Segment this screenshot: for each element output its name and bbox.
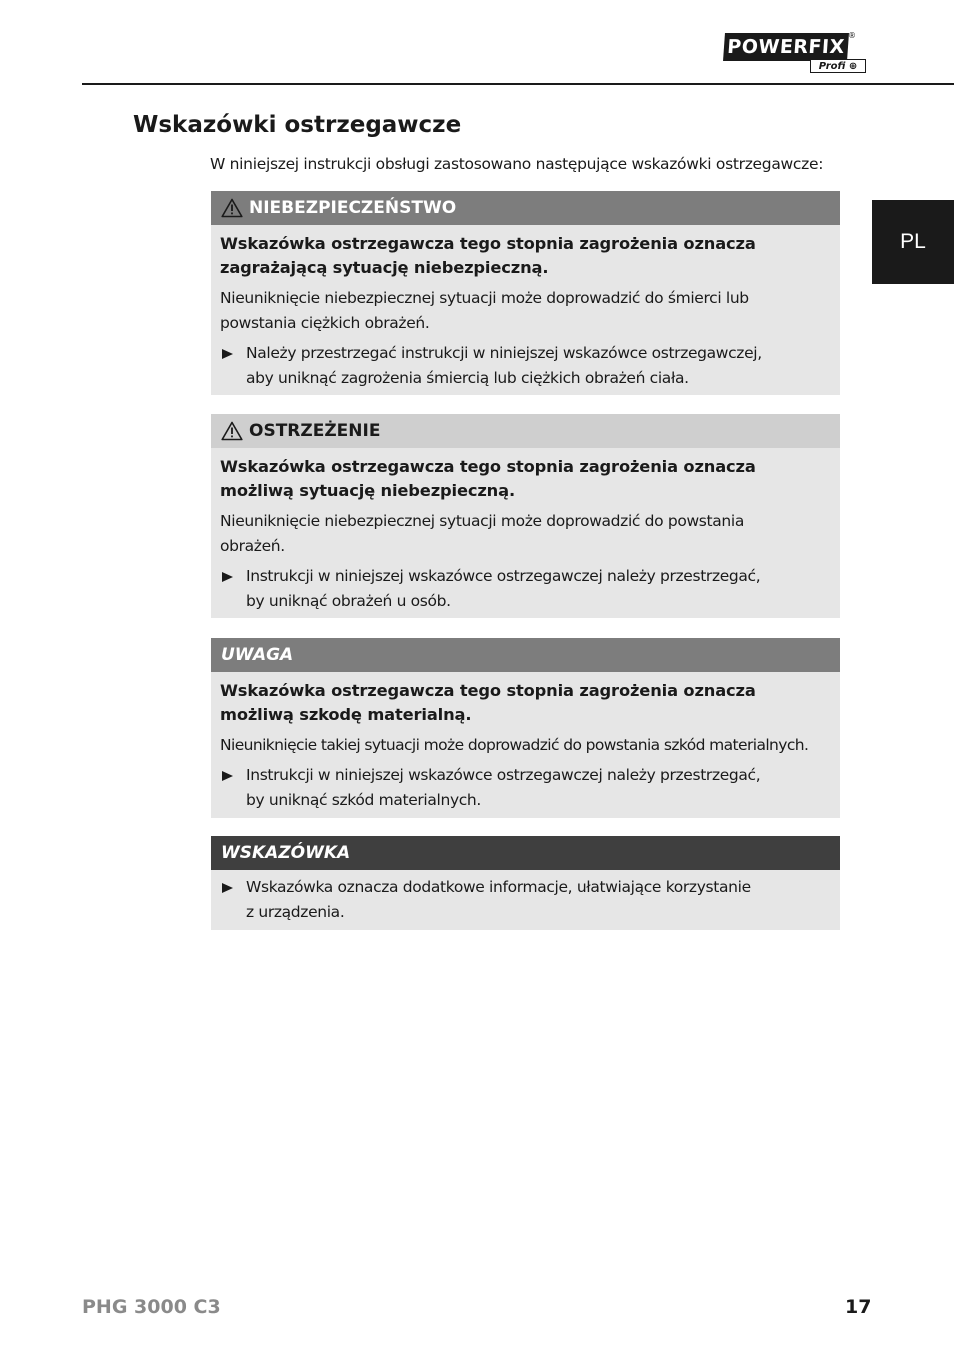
- danger-consequence-line: powstania ciężkich obrażeń.: [220, 314, 430, 332]
- danger-label: NIEBEZPIECZEŃSTWO: [249, 198, 457, 218]
- danger-header: [211, 191, 840, 225]
- danger-instruction-line: aby uniknąć zagrożenia śmiercią lub ciężkich obrażeń ciała.: [246, 369, 689, 387]
- danger-definition-line: Wskazówka ostrzegawcza tego stopnia zagrożenia oznacza: [220, 234, 756, 253]
- page-number: 17: [845, 1296, 872, 1318]
- warning-notice: [211, 414, 840, 618]
- warning-definition-line: możliwą sytuację niebezpieczną.: [220, 481, 515, 500]
- note-label: WSKAZÓWKA: [221, 843, 351, 863]
- warning-definition: [220, 455, 830, 503]
- caution-header: [211, 638, 840, 672]
- note-instruction: [220, 875, 830, 925]
- warning-instruction-line: Instrukcji w niniejszej wskazówce ostrzegawczej należy przestrzegać,: [246, 567, 761, 585]
- danger-definition-line: zagrażającą sytuację niebezpieczną.: [220, 258, 549, 277]
- intro-text: W niniejszej instrukcji obsługi zastosowano następujące wskazówki ostrzegawcze:: [210, 155, 824, 173]
- bullet-arrow-icon: [222, 771, 233, 781]
- danger-consequence-line: Nieuniknięcie niebezpiecznej sytuacji może doprowadzić do śmierci lub: [220, 289, 749, 307]
- bullet-arrow-icon: [222, 572, 233, 582]
- caution-consequence-line: Nieuniknięcie takiej sytuacji może doprowadzić do powstania szkód materialnych.: [220, 736, 809, 754]
- warning-consequence-line: obrażeń.: [220, 537, 285, 555]
- page-title: Wskazówki ostrzegawcze: [133, 112, 462, 138]
- registered-mark: ®: [848, 31, 856, 40]
- warning-triangle-icon: [221, 198, 243, 218]
- caution-definition-line: Wskazówka ostrzegawcza tego stopnia zagrożenia oznacza: [220, 681, 756, 700]
- caution-label: UWAGA: [221, 645, 294, 665]
- brand-sub-text: Profi: [818, 61, 846, 72]
- danger-consequence: [220, 286, 830, 336]
- note-header: [211, 836, 840, 870]
- warning-header: [211, 414, 840, 448]
- brand-logo: [724, 33, 872, 75]
- note-notice: [211, 836, 840, 930]
- caution-definition: [220, 679, 830, 727]
- header-rule: [82, 83, 954, 85]
- danger-instruction: [220, 341, 830, 391]
- caution-notice: [211, 638, 840, 818]
- caution-instruction: [220, 763, 830, 813]
- warning-instruction: [220, 564, 830, 614]
- note-instruction-line: Wskazówka oznacza dodatkowe informacje, ułatwiające korzystanie: [246, 878, 751, 896]
- warning-consequence: [220, 509, 830, 559]
- caution-definition-line: możliwą szkodę materialną.: [220, 705, 472, 724]
- caution-instruction-line: Instrukcji w niniejszej wskazówce ostrzegawczej należy przestrzegać,: [246, 766, 761, 784]
- warning-consequence-line: Nieuniknięcie niebezpiecznej sytuacji może doprowadzić do powstania: [220, 512, 744, 530]
- warning-definition-line: Wskazówka ostrzegawcza tego stopnia zagrożenia oznacza: [220, 457, 756, 476]
- danger-instruction-line: Należy przestrzegać instrukcji w niniejszej wskazówce ostrzegawczej,: [246, 344, 762, 362]
- language-tab: PL: [872, 200, 954, 284]
- brand-sub: Profi ⊕: [810, 59, 866, 73]
- warning-triangle-icon: [221, 421, 243, 441]
- danger-notice: [211, 191, 840, 395]
- note-instruction-line: z urządzenia.: [246, 903, 345, 921]
- danger-definition: [220, 232, 830, 280]
- brand-name: POWERFIX: [723, 33, 849, 61]
- bullet-arrow-icon: [222, 883, 233, 893]
- caution-consequence: [220, 733, 830, 758]
- bullet-arrow-icon: [222, 349, 233, 359]
- footer-model: PHG 3000 C3: [82, 1296, 221, 1318]
- warning-instruction-line: by uniknąć obrażeń u osób.: [246, 592, 451, 610]
- warning-label: OSTRZEŻENIE: [249, 421, 381, 441]
- caution-instruction-line: by uniknąć szkód materialnych.: [246, 791, 481, 809]
